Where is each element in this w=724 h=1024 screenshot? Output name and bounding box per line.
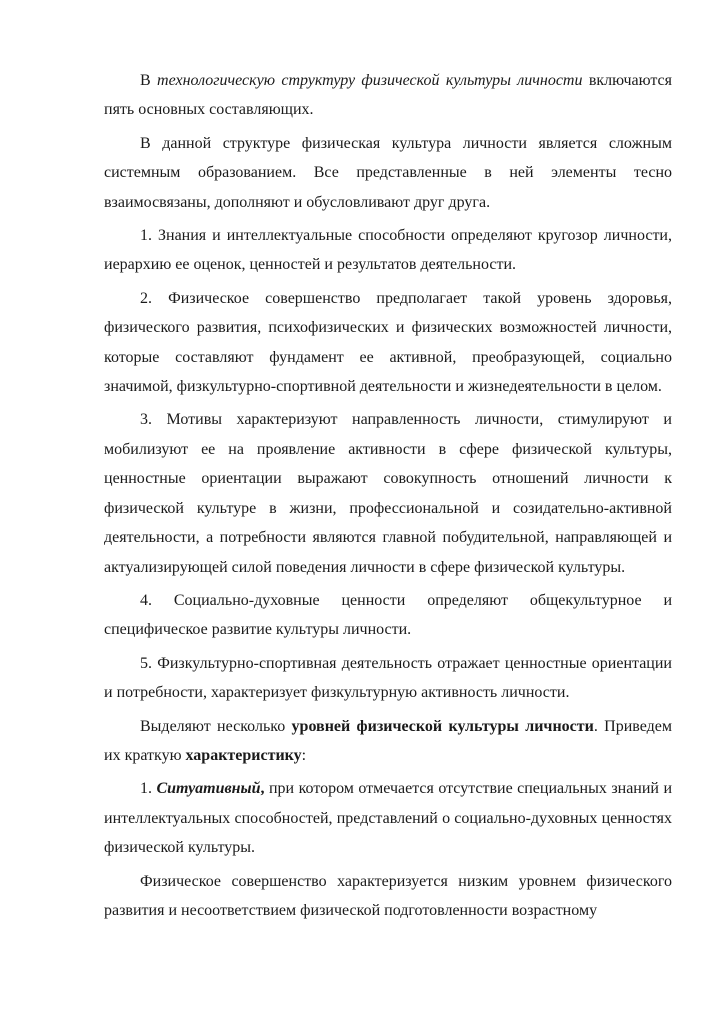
list-item-3: 3. Мотивы характеризуют направленность личности, стимулируют и мобилизуют ее на проявление активности в сфере физической культуры, ценностные ориентации выражают совокупность отношений личности к физической культуре в жизни, профессиональной и созидательно-активной деятельности, а потребности являются главной побудительной, направляющей и актуализирующей силой поведения личности в сфере физической культуры. <box>104 411 672 576</box>
list-item-1: 1. Знания и интеллектуальные способности определяют кругозор личности, иерархию ее оценок, ценностей и результатов деятельности. <box>104 227 672 274</box>
levels-bold-term: уровней физической культуры личности <box>291 717 594 735</box>
list-item-5: 5. Физкультурно-спортивная деятельность отражает ценностные ориентации и потребности, характеризует физкультурную активность личности. <box>104 654 672 702</box>
document-page <box>104 66 672 929</box>
paragraph-intro <box>104 66 672 125</box>
situative-rest: при котором отмечается отсутствие специальных знаний и интеллектуальных способностей, представлений о социально-духовных ценностях физической культуры. <box>104 780 673 857</box>
levels-mid: . Приведем их краткую <box>104 717 672 764</box>
paragraph-last: Физическое совершенство характеризуется низким уровнем физического развития и несоответствием физической подготовленности возрастному <box>104 872 672 919</box>
levels-lead: Выделяют несколько <box>140 717 292 735</box>
intro-lead: В <box>140 72 158 89</box>
levels-bold-characteristic: характеристику <box>185 746 302 764</box>
list-item-2: 2. Физическое совершенство предполагает такой уровень здоровья, физического развития, психофизических и физических возможностей личности, которые составляют фундамент ее активной, преобразующей, социально значимой, физкультурно-спортивной деятельности и жизнедеятельности в целом. <box>104 289 672 396</box>
intro-rest: включаются пять основных составляющих. <box>104 72 673 119</box>
paragraph-levels <box>104 712 672 771</box>
list-item-4: 4. Социально-духовные ценности определяют общекультурное и специфическое развитие культуры личности. <box>104 591 672 639</box>
situative-comma: , <box>260 780 265 798</box>
intro-italic-term: технологическую структуру физической культуры личности <box>157 72 583 89</box>
level-situative <box>104 774 672 862</box>
situative-num: 1. <box>140 780 157 798</box>
paragraph-structure: В данной структуре физическая культура личности является сложным системным образованием. Все представленные в ней элементы тесно взаимосвязаны, дополняют и обусловливают друг друга. <box>104 134 672 211</box>
situative-term: Ситуативный <box>156 780 261 798</box>
levels-end: : <box>301 746 307 764</box>
